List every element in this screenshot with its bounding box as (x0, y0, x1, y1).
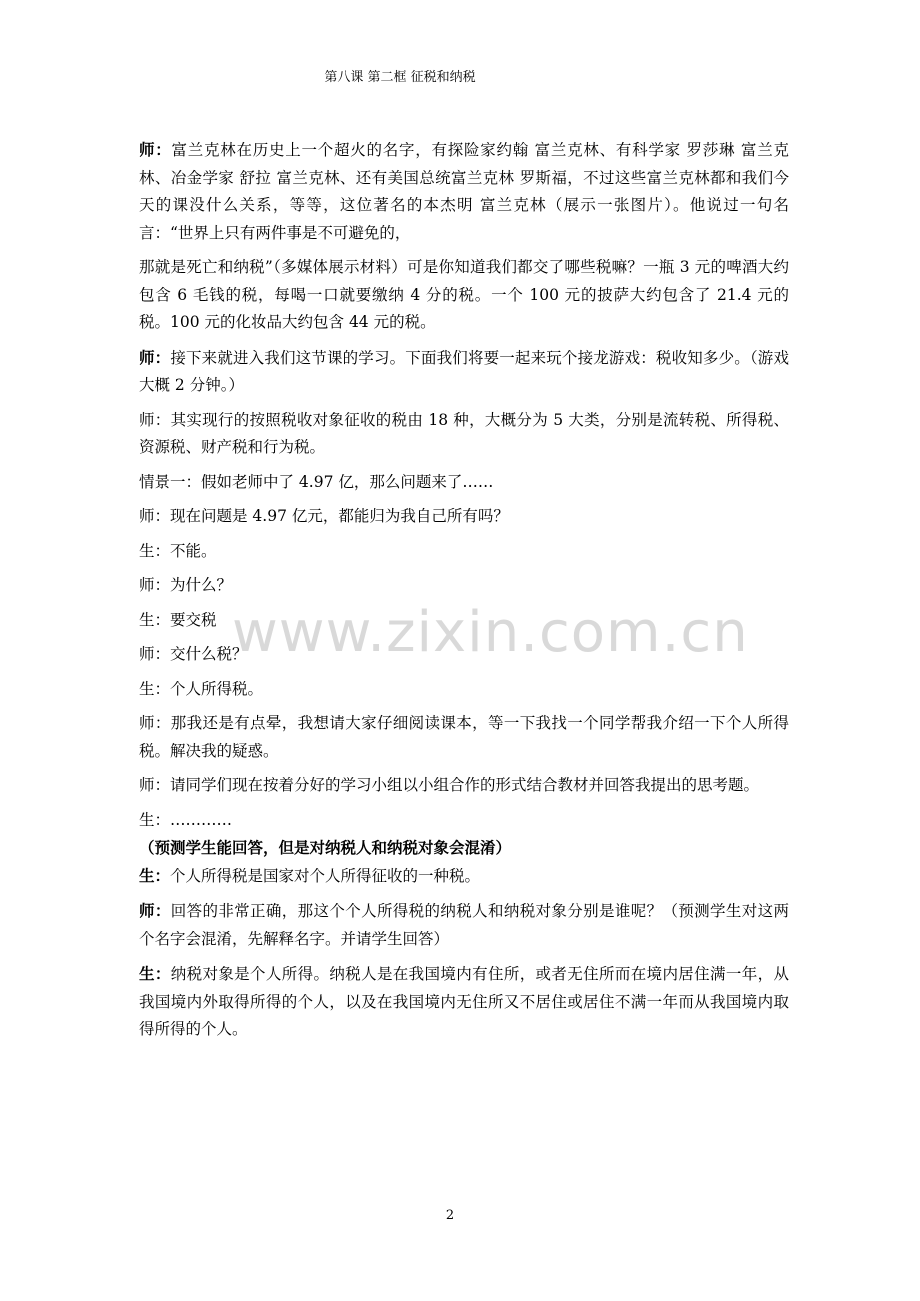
paragraph-text: 富兰克林在历史上一个超火的名字，有探险家约翰 富兰克林、有科学家 罗莎琳 富兰克林、冶金学家 舒拉 富兰克林、还有美国总统富兰克林 罗斯福，不过这些富兰克林都和我们今天的课没什么关系，等等，这位著名的本杰明 富兰克林（展示一张图片）。他说过一句名言：“世界上只有两件事是不可避免的， (139, 141, 789, 242)
paragraph (139, 834, 789, 862)
paragraph-text: 接下来就进入我们这节课的学习。下面我们将要一起来玩个接龙游戏：税收知多少。（游戏大概 2 分钟。） (139, 348, 789, 394)
paragraph (139, 641, 789, 669)
paragraph-text: 师：请同学们现在按着分好的学习小组以小组合作的形式结合教材并回答我提出的思考题。 (139, 776, 760, 794)
paragraph-text: 纳税对象是个人所得。纳税人是在我国境内有住所，或者无住所而在境内居住满一年，从我国境内外取得所得的个人，以及在我国境内无住所又不居住或居住不满一年而从我国境内取得所得的个人。 (139, 965, 789, 1038)
paragraph-text: 那我还是有点晕，我想请大家仔细阅读课本，等一下我找一个同学帮我介绍一下个人所得税。解决我的疑惑。 (139, 714, 789, 760)
paragraph (139, 503, 789, 531)
paragraph-text: 生：个人所得税。 (139, 679, 264, 698)
paragraph-text: 生：不能。 (139, 541, 217, 560)
speaker-label: 师： (139, 714, 171, 732)
paragraph (139, 538, 789, 566)
document-body (139, 136, 789, 1051)
paragraph (139, 607, 789, 635)
speaker-label: 生： (139, 865, 171, 885)
paragraph (139, 136, 789, 247)
paragraph (139, 572, 789, 600)
speaker-label: 师： (139, 901, 171, 920)
paragraph (139, 897, 789, 953)
speaker-label: 生： (139, 964, 171, 983)
paragraph-text: 师：为什么？ (139, 576, 233, 594)
paragraph (139, 807, 789, 835)
paragraph-text: 个人所得税是国家对个人所得征收的一种税。 (170, 866, 481, 885)
paragraph-text: （预测学生能回答，但是对纳税人和纳税对象会混淆） (139, 838, 512, 857)
paragraph-text: 情景一：假如老师中了 4.97 亿，那么问题来了…… (139, 472, 494, 491)
page-number: 2 (445, 1208, 455, 1223)
paragraph-text: 其实现行的按照税收对象征收的税由 18 种，大概分为 5 大类，分别是流转税、所得税、资源税、财产税和行为税。 (139, 410, 789, 456)
paragraph-text: 回答的非常正确，那这个个人所得税的纳税人和纳税对象分别是谁呢？（预测学生对这两个名字会混淆，先解释名字。并请学生回答） (139, 902, 789, 948)
paragraph-text: 那就是死亡和纳税”（多媒体展示材料）可是你知道我们都交了哪些税嘛？一瓶 3 元的啤酒大约包含 6 毛钱的税，每喝一口就要缴纳 4 分的税。一个 100 元的披萨大约包含了 21.4 元的税。100 元的化妆品大约包含 44 元的税。 (139, 258, 789, 331)
paragraph (139, 772, 789, 800)
paragraph (139, 862, 789, 891)
paragraph-text: 生：………… (139, 810, 233, 829)
paragraph (139, 676, 789, 704)
page-header: 第八课 第二框 征税和纳税 (324, 70, 476, 85)
speaker-label: 师： (139, 410, 171, 429)
paragraph-text: 师：交什么税？ (139, 645, 248, 663)
watermark: www.zixin.com.cn (232, 600, 749, 665)
paragraph (139, 469, 789, 497)
paragraph-text: 生：要交税 (139, 610, 217, 629)
paragraph-text: 师：现在问题是 4.97 亿元，都能归为我自己所有吗？ (139, 507, 509, 525)
paragraph (139, 710, 789, 765)
paragraph (139, 254, 789, 337)
paragraph (139, 407, 789, 462)
paragraph (139, 960, 789, 1044)
paragraph (139, 344, 789, 400)
speaker-label: 师： (139, 347, 171, 367)
speaker-label: 师： (139, 140, 172, 159)
